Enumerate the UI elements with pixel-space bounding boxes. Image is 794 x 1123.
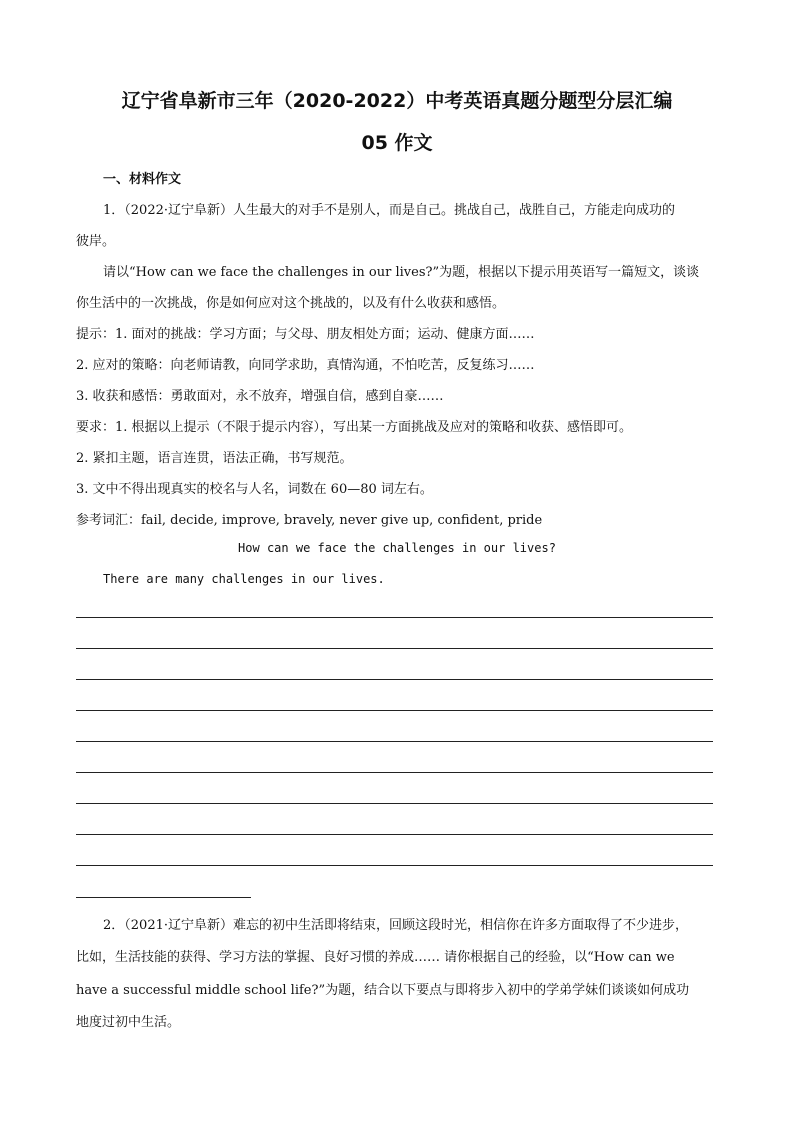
answer-line[interactable] — [76, 648, 713, 649]
answer-line[interactable] — [76, 834, 713, 835]
q2-line1: 2．（2021·辽宁阜新）难忘的初中生活即将结束，回顾这段时光，相信你在许多方面取得了不少进步， — [103, 918, 688, 933]
q1-requirement-2: 2. 紧扣主题，语言连贯，语法正确，书写规范。 — [76, 451, 353, 466]
q1-hint-1: 提示：1. 面对的挑战：学习方面；与父母、朋友相处方面；运动、健康方面…… — [76, 327, 535, 342]
document-subtitle: 05 作文 — [361, 132, 433, 154]
q1-prompt-line1: 请以“How can we face the challenges in our lives?”为题，根据以下提示用英语写一篇短文，谈谈 — [103, 265, 700, 280]
answer-line[interactable] — [76, 772, 713, 773]
q1-intro-line2: 彼岸。 — [76, 234, 116, 249]
answer-line[interactable] — [76, 710, 713, 711]
answer-line[interactable] — [76, 679, 713, 680]
q1-vocabulary — [76, 509, 542, 528]
essay-title: How can we face the challenges in our lives? — [238, 541, 556, 555]
q2-line3: have a successful middle school life?”为题，结合以下要点与即将步入初中的学弟学妹们谈谈如何成功 — [76, 983, 690, 998]
q1-hint-2: 2. 应对的策略：向老师请教，向同学求助，真情沟通，不怕吃苦，反复练习…… — [76, 358, 535, 373]
q2-line4: 地度过初中生活。 — [76, 1015, 181, 1030]
answer-line[interactable] — [76, 741, 713, 742]
q1-prompt-line2: 你生活中的一次挑战，你是如何应对这个挑战的，以及有什么收获和感悟。 — [76, 296, 506, 311]
answer-line[interactable] — [76, 803, 713, 804]
q1-vocabulary-text: 参考词汇：fail, decide, improve, bravely, never give up, confident, pride — [76, 513, 543, 528]
essay-opening-sentence: There are many challenges in our lives. — [103, 572, 385, 586]
q1-requirement-3: 3. 文中不得出现真实的校名与人名，词数在 60—80 词左右。 — [76, 482, 433, 497]
q1-hint-3: 3. 收获和感悟：勇敢面对，永不放弃，增强自信，感到自豪…… — [76, 389, 444, 404]
q1-requirement-1: 要求：1. 根据以上提示（不限于提示内容），写出某一方面挑战及应对的策略和收获、感悟即可。 — [76, 420, 633, 435]
answer-line[interactable] — [76, 617, 713, 618]
section-heading: 一、材料作文 — [103, 172, 182, 187]
q2-line2: 比如，生活技能的获得、学习方法的掌握、良好习惯的养成…… 请你根据自己的经验，以“How can we — [76, 950, 675, 965]
q1-intro-line1: 1．（2022·辽宁阜新）人生最大的对手不是别人，而是自己。挑战自己，战胜自己，方能走向成功的 — [103, 203, 675, 218]
footnote-separator — [76, 897, 251, 898]
document-title: 辽宁省阜新市三年（2020-2022）中考英语真题分题型分层汇编 — [121, 90, 673, 112]
answer-line[interactable] — [76, 865, 713, 866]
